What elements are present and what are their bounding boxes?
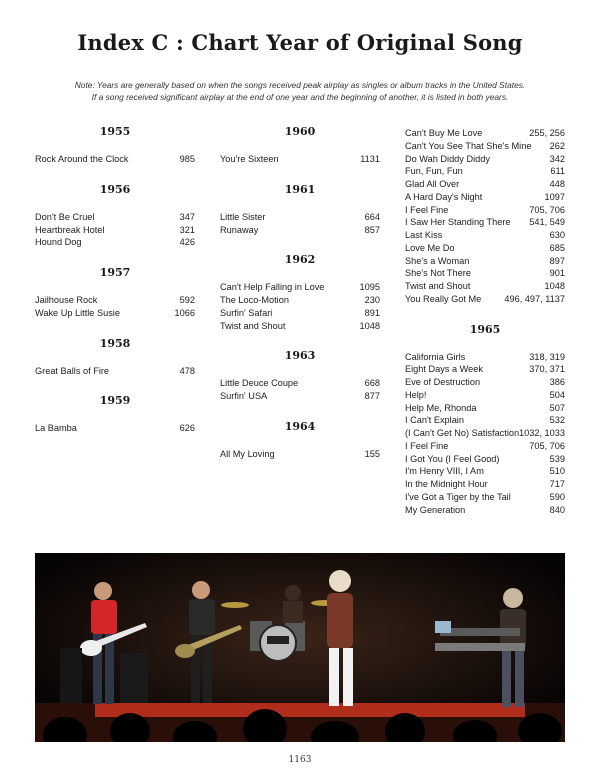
index-entry xyxy=(405,363,565,376)
song-title: My Generation xyxy=(405,504,466,515)
page-reference: 321 xyxy=(179,224,195,235)
song-title: Help Me, Rhonda xyxy=(405,402,477,413)
band-concert-photo xyxy=(35,553,565,742)
index-entry xyxy=(220,377,380,390)
year-heading: 1964 xyxy=(284,419,316,433)
page-reference: 857 xyxy=(364,224,380,235)
page-reference: 877 xyxy=(364,391,380,401)
song-title: Last Kiss xyxy=(405,230,443,240)
index-entry xyxy=(405,242,565,255)
index-entry xyxy=(405,465,565,478)
page-reference: 664 xyxy=(364,211,380,222)
song-title: Fun, Fun, Fun xyxy=(405,166,463,177)
song-title: Can't You See That She's Mine xyxy=(405,140,532,151)
song-title: I Feel Fine xyxy=(405,440,449,451)
song-title: I Can't Explain xyxy=(405,415,464,426)
page-reference: 891 xyxy=(364,307,380,318)
index-entry xyxy=(405,440,565,453)
index-entry xyxy=(405,402,565,415)
page-reference: 630 xyxy=(549,230,565,240)
index-entry xyxy=(220,281,380,294)
index-entry xyxy=(405,127,565,140)
index-entry xyxy=(35,422,195,435)
page-reference: 386 xyxy=(549,377,565,387)
year-heading: 1955 xyxy=(99,125,131,138)
song-title: Can't Buy Me Love xyxy=(405,128,483,138)
page-reference: 705, 706 xyxy=(529,440,565,451)
page-reference: 668 xyxy=(364,378,380,389)
page-reference: 897 xyxy=(549,255,565,266)
index-entry xyxy=(405,280,565,293)
year-heading: 1957 xyxy=(99,266,131,279)
index-entry xyxy=(405,389,565,402)
song-title: All My Loving xyxy=(220,448,275,459)
page-reference: 539 xyxy=(549,453,565,464)
index-entry xyxy=(220,294,380,307)
page-reference: 426 xyxy=(179,237,195,248)
song-title: I've Got a Tiger by the Tail xyxy=(405,491,511,502)
song-title: The Loco-Motion xyxy=(220,295,289,305)
index-entry xyxy=(405,191,565,204)
year-heading: 1963 xyxy=(284,349,316,363)
year-heading: 1960 xyxy=(284,125,316,138)
index-entry xyxy=(405,453,565,466)
page-reference: 510 xyxy=(549,466,565,477)
song-title: Great Balls of Fire xyxy=(35,365,110,376)
song-title: Can't Help Falling in Love xyxy=(220,282,325,293)
page-reference: 705, 706 xyxy=(529,204,565,215)
index-entry xyxy=(405,491,565,504)
index-entry xyxy=(405,153,565,166)
index-entry xyxy=(405,504,565,517)
song-title: I Saw Her Standing There xyxy=(405,217,511,228)
song-title: California Girls xyxy=(405,351,466,362)
page-reference: 611 xyxy=(550,166,565,177)
song-title: I'm Henry VIII, I Am xyxy=(405,466,484,477)
index-entry xyxy=(35,153,195,166)
index-entry xyxy=(405,267,565,280)
song-title: She's Not There xyxy=(405,268,471,279)
song-title: Jailhouse Rock xyxy=(35,295,98,305)
year-heading: 1958 xyxy=(99,336,131,350)
index-entry xyxy=(35,365,195,378)
song-title: You Really Got Me xyxy=(405,293,482,304)
index-entry xyxy=(220,224,380,237)
song-title: Hound Dog xyxy=(35,237,82,248)
song-title: Don't Be Cruel xyxy=(35,211,95,222)
song-title: Eight Days a Week xyxy=(405,364,483,375)
page-reference: 262 xyxy=(549,140,565,151)
song-title: Glad All Over xyxy=(405,179,460,189)
song-title: Love Me Do xyxy=(405,242,455,253)
index-entry xyxy=(405,293,565,306)
page-reference: 1097 xyxy=(544,191,565,202)
index-entry xyxy=(405,178,565,191)
song-title: I Feel Fine xyxy=(405,204,449,215)
page-reference: 717 xyxy=(549,479,565,489)
page-reference: 592 xyxy=(179,295,195,305)
page-reference: 230 xyxy=(364,295,380,305)
page-reference: 901 xyxy=(549,268,565,279)
index-entry xyxy=(35,294,195,307)
song-title: She's a Woman xyxy=(405,255,470,266)
year-heading: 1965 xyxy=(469,322,501,336)
index-entry xyxy=(35,307,195,320)
year-heading: 1962 xyxy=(284,253,316,267)
index-entry xyxy=(220,211,380,224)
page-reference: 255, 256 xyxy=(529,128,565,138)
song-title: A Hard Day's Night xyxy=(405,191,483,202)
index-entry xyxy=(405,229,565,242)
page-reference: 541, 549 xyxy=(529,217,565,228)
index-entry xyxy=(220,390,380,403)
page-reference: 1066 xyxy=(174,307,195,318)
year-heading: 1959 xyxy=(99,394,131,408)
page-reference: 685 xyxy=(549,242,565,253)
index-entry xyxy=(405,478,565,491)
song-title: Do Wah Diddy Diddy xyxy=(405,153,490,164)
page-reference: 504 xyxy=(549,389,565,400)
page-reference: 155 xyxy=(364,448,380,459)
song-title: Twist and Shout xyxy=(405,281,471,291)
page-reference: 347 xyxy=(179,211,195,222)
page-reference: 532 xyxy=(549,415,565,426)
index-entry xyxy=(220,153,380,166)
page-reference: 448 xyxy=(549,179,565,189)
page-reference: 342 xyxy=(549,153,565,164)
page-reference: 318, 319 xyxy=(529,351,565,362)
index-entry xyxy=(405,414,565,427)
index-entry xyxy=(405,376,565,389)
song-title: Little Sister xyxy=(220,211,266,222)
index-entry xyxy=(405,427,565,440)
stage-illustration xyxy=(35,553,565,742)
song-title: Eve of Destruction xyxy=(405,377,481,387)
index-entry xyxy=(35,211,195,224)
page-reference: 478 xyxy=(179,365,195,376)
page-reference: 1095 xyxy=(359,282,380,293)
page-reference: 1048 xyxy=(359,320,380,331)
page-reference: 1032, 1033 xyxy=(519,428,565,438)
page-reference: 507 xyxy=(549,402,565,413)
song-title: (I Can't Get No) Satisfaction xyxy=(405,428,520,438)
song-title: Surfin' USA xyxy=(220,391,268,401)
song-title: Heartbreak Hotel xyxy=(35,224,105,235)
page-reference: 496, 497, 1137 xyxy=(504,293,565,304)
note-line-2: If a song received significant airplay at the end of one year and the beginning of another, it is listed in both years. xyxy=(91,92,509,102)
song-title: Help! xyxy=(405,389,427,400)
index-entry xyxy=(35,236,195,249)
page-reference: 626 xyxy=(179,423,195,434)
song-title: Runaway xyxy=(220,224,259,235)
index-entry xyxy=(405,351,565,364)
year-heading: 1961 xyxy=(284,182,316,196)
index-entry xyxy=(220,448,380,461)
song-title: You're Sixteen xyxy=(220,154,279,164)
song-title: Little Deuce Coupe xyxy=(220,378,299,389)
page-reference: 985 xyxy=(179,154,195,164)
index-entry xyxy=(405,255,565,268)
page-reference: 590 xyxy=(549,491,565,502)
index-entry xyxy=(405,165,565,178)
song-title: Surfin' Safari xyxy=(220,307,273,318)
song-title: Rock Around the Clock xyxy=(35,154,129,164)
page-reference: 1048 xyxy=(544,281,565,291)
song-title: In the Midnight Hour xyxy=(405,479,488,489)
index-entry xyxy=(220,320,380,333)
song-title: I Got You (I Feel Good) xyxy=(405,453,500,464)
year-heading: 1956 xyxy=(99,182,131,196)
index-entry xyxy=(405,204,565,217)
index-entry xyxy=(220,307,380,320)
song-title: Wake Up Little Susie xyxy=(35,307,120,318)
page-reference: 840 xyxy=(549,504,565,515)
page-number: 1163 xyxy=(288,755,312,765)
index-note xyxy=(40,79,560,103)
song-title: La Bamba xyxy=(35,423,77,434)
index-entry xyxy=(405,216,565,229)
page-reference: 1131 xyxy=(360,154,380,164)
note-line-1: Note: Years are generally based on when the songs received peak airplay as singles or album tracks in the United States. xyxy=(74,80,526,90)
index-entry xyxy=(405,140,565,153)
page-reference: 370, 371 xyxy=(529,364,565,375)
index-entry xyxy=(35,224,195,237)
page-title: Index C : Chart Year of Original Song xyxy=(77,30,523,55)
song-title: Twist and Shout xyxy=(220,320,286,331)
